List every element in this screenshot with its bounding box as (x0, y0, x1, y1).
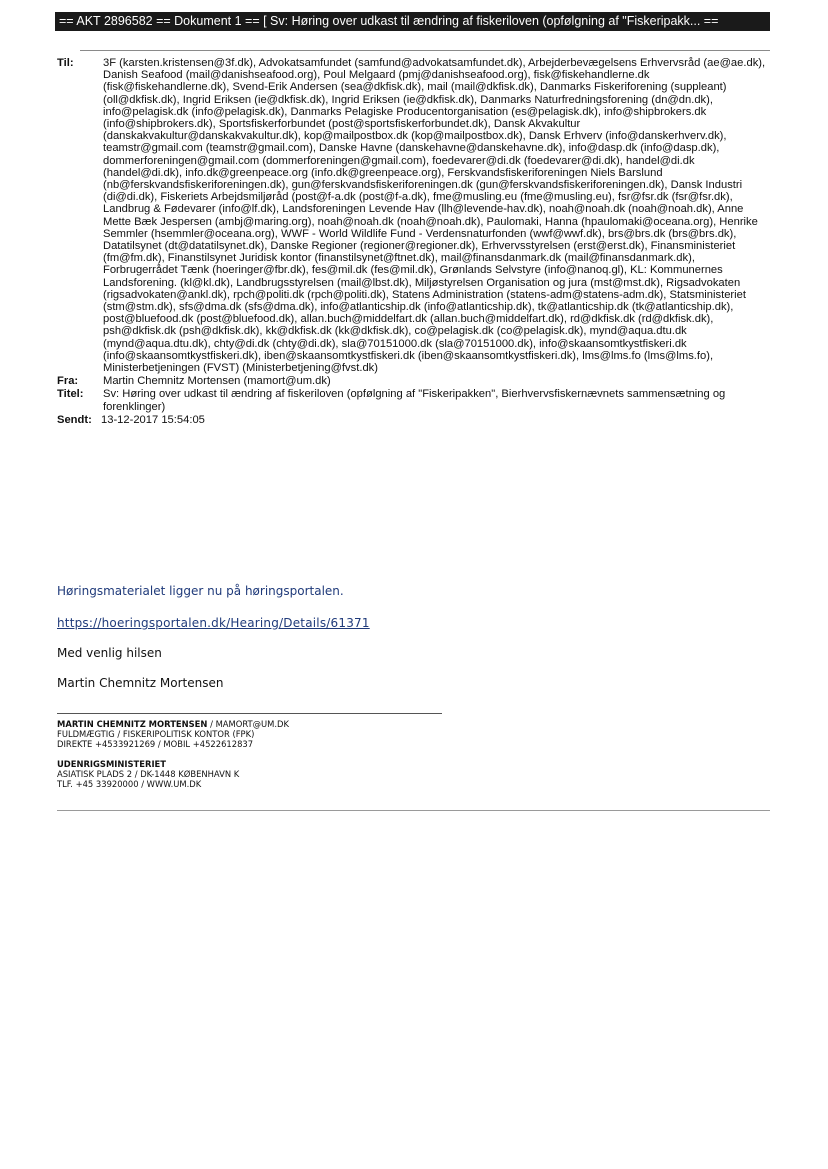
signature-title: FULDMÆGTIG / FISKERIPOLITISK KONTOR (FPK) (57, 729, 255, 740)
to-label: Til: (57, 57, 74, 69)
sender-name: Martin Chemnitz Mortensen (57, 676, 224, 690)
from-label: Fra: (57, 375, 79, 388)
signature-block (57, 719, 289, 789)
footer-divider (57, 810, 770, 811)
from-row (57, 375, 767, 387)
recipients-list: 3F (karsten.kristensen@3f.dk), Advokatsamfundet (samfund@advokatsamfundet.dk), Arbejderbevægelsens Erhvervsråd (ae@ae.dk), Danish Seafood (mail@danishseafood.org), Poul Melgaard (pmj@danishseafood.org), fisk@fiskehandlerne.dk (fisk@fiskehandlerne.dk), Svend-Erik Andersen (sea@dkfisk.dk), mail (mail@dkfisk.dk), Danmarks Fiskeriforening (suppleant) (oll@dkfisk.dk), Ingrid Eriksen (ie@dkfisk.dk), Ingrid Eriksen (ie@dkfisk.dk), Danmarks Naturfredningsforening (dn@dn.dk), info@pelagisk.dk (info@pelagisk.dk), Danmarks Pelagiske Producentorganisation (es@pelagisk.dk), info@shipbrokers.dk (info@shipbrokers.dk), Sportsfiskerforbundet (post@sportsfiskerforbundet.dk), Dansk Akvakultur (danskakvakultur@danskakvakultur.dk), kop@mailpostbox.dk (kop@mailpostbox.dk), Dansk Erhverv (info@danskerhverv.dk), teamstr@gmail.com (teamstr@gmail.com), Danske Havne (danskehavne@danskehavne.dk), info@dasp.dk (info@dasp.dk), dommerforeningen@gmail.com (dommerforeningen@gmail.com), foedevarer@di.dk (foedevarer@di.dk), handel@di.dk (handel@di.dk), info.dk@greenpeace.org (info.dk@greenpeace.org), Ferskvandsfiskeriforeningen Niels Barslund (nb@ferskvandsfiskeriforeningen.dk), gun@ferskvandsfiskeriforeningen.dk (gun@ferskvandsfiskeriforeningen.dk), Dansk Industri (di@di.dk), Fiskeriets Arbejdsmiljøråd (post@f-a.dk (post@f-a.dk), fme@musling.eu (fme@musling.eu), fsr@fsr.dk (fsr@fsr.dk), Landbrug & Fødevarer (info@lf.dk), Landsforeningen Levende Hav (llh@levende-hav.dk), noah@noah.dk (noah@noah.dk), Anne Mette Bæk Jespersen (ambj@maring.org), noah@noah.dk (noah@noah.dk), Paulomaki, Hanna (hpaulomaki@oceana.org), Henrike Semmler (hsemmler@oceana.org), WWF - World Wildlife Fund - Verdensnaturfonden (wwf@wwf.dk), brs@brs.dk (brs@brs.dk), Datatilsynet (dt@datatilsynet.dk), Danske Regioner (regioner@regioner.dk), Erhvervsstyrelsen (erst@erst.dk), Finansministeriet (fm@fm.dk), Finanstilsynet Juridisk kontor (finanstilsynet@ftnet.dk), mail@finansdanmark.dk (mail@finansdanmark.dk), Forbrugerrådet Tænk (hoeringer@fbr.dk), fes@mil.dk (fes@mil.dk), Grønlands Selvstyre (info@nanoq.gl), KL: Kommunernes Landsforening. (kl@kl.dk), Landbrugsstyrelsen (mail@lbst.dk), Miljøstyrelsen Organisation og jura (mst@mst.dk), Rigsadvokaten (rigsadvokaten@ankl.dk), rpch@politi.dk (rpch@politi.dk), Statens Administration (statens-adm@statens-adm.dk), Statsministeriet (stm@stm.dk), sfs@dma.dk (sfs@dma.dk), info@atlanticship.dk (info@atlanticship.dk), tk@atlanticship.dk (tk@atlanticship.dk), post@bluefood.dk (post@bluefood.dk), allan.buch@middelfart.dk (allan.buch@middelfart.dk), rd@dkfisk.dk (rd@dkfisk.dk), psh@dkfisk.dk (psh@dkfisk.dk), kk@dkfisk.dk (kk@dkfisk.dk), co@pelagisk.dk (co@pelagisk.dk), mynd@aqua.dtu.dk (mynd@aqua.dtu.dk), chty@di.dk (chty@di.dk), sla@70151000.dk (sla@70151000.dk), info@skaansomtkystfiskeri.dk (info@skaansomtkystfiskeri.dk), iben@skaansomtkystfiskeri.dk (iben@skaansomtkystfiskeri.dk), lms@lms.fo (lms@lms.fo), Ministerbetjeningen (FVST) (Ministerbetjening@fvst.dk) (103, 57, 766, 375)
email-body (57, 584, 767, 706)
signature-name: MARTIN CHEMNITZ MORTENSEN (57, 719, 208, 729)
signature-divider (57, 713, 442, 714)
portal-notice: Høringsmaterialet ligger nu på høringsportalen. (57, 584, 344, 598)
hearing-portal-link[interactable]: https://hoeringsportalen.dk/Hearing/Details/61371 (57, 616, 370, 630)
signature-org: UDENRIGSMINISTERIET (57, 758, 166, 769)
signature-name-line (57, 719, 289, 729)
from-value: Martin Chemnitz Mortensen (mamort@um.dk) (103, 375, 331, 388)
subject-label: Titel: (57, 388, 84, 401)
signature-email: / MAMORT@UM.DK (207, 719, 289, 729)
header-divider (80, 50, 770, 51)
email-header (57, 57, 767, 427)
signature-phones: DIREKTE +4533921269 / MOBIL +4522612837 (57, 739, 254, 750)
greeting: Med venlig hilsen (57, 646, 162, 660)
sent-row (57, 414, 767, 426)
sent-value: 13-12-2017 15:54:05 (101, 413, 205, 426)
sent-label: Sendt: (57, 413, 92, 426)
signature-address: ASIATISK PLADS 2 / DK-1448 KØBENHAVN K (57, 768, 240, 779)
document-title-bar: == AKT 2896582 == Dokument 1 == [ Sv: Høring over udkast til ændring af fiskeriloven (opfølgning af "Fiskeripakk... == (55, 12, 770, 31)
signature-contact: TLF. +45 33920000 / WWW.UM.DK (57, 779, 202, 790)
subject-row (57, 388, 767, 412)
subject-value: Sv: Høring over udkast til ændring af fiskeriloven (opfølgning af "Fiskeripakken", Bierhvervsfiskernævnets sammensætning og forenklinger) (103, 388, 726, 413)
recipients-row (57, 57, 767, 374)
